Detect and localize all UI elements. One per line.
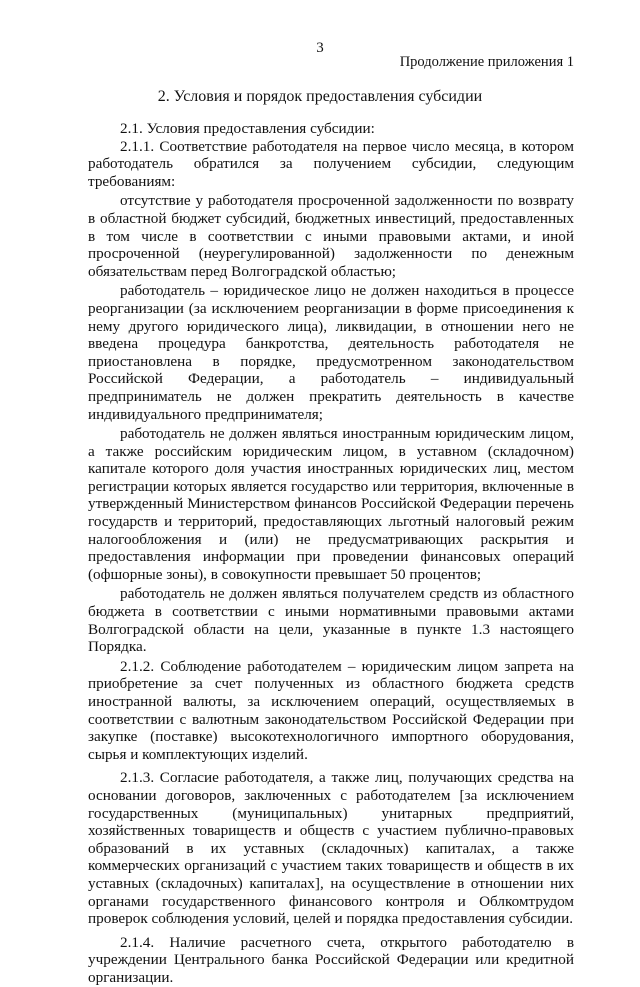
page-number: 3 — [316, 40, 324, 56]
paragraph-2-1: 2.1. Условия предоставления субсидии: — [120, 120, 375, 137]
requirement-no-reorganization: работодатель – юридическое лицо не должен находиться в процессе реорганизации (за исключением реорганизации в форме присоединения к нему другого юридического лица), ликвидации, в отношении него не введена процедура банкротства, деятельность работодателя не приостановлена в порядке, предусмотренном законодательством Российской Федерации, а работодатель – индивидуальный предприниматель не должен прекратить деятельность в качестве индивидуального предпринимателя; — [88, 282, 574, 423]
requirement-not-recipient: работодатель не должен являться получателем средств из областного бюджета в соответствии с иными нормативными правовыми актами Волгоградской области на цели, указанные в пункте 1.3 настоящего Порядка. — [88, 585, 574, 656]
paragraph-2-1-3: 2.1.3. Согласие работодателя, а также лиц, получающих средства на основании договоров, заключенных с работодателем [за исключением государственных (муниципальных) унитарных предприятий, хозяйственных товариществ и обществ с участием публично-правовых образований в их уставных (складочных) капиталах, а также коммерческих организаций с участием таких товариществ и обществ в их уставных (складочных) капиталах], на осуществление в отношении них органами государственного финансового контроля и Облкомтрудом проверок соблюдения условий, целей и порядка предоставления субсидии. — [88, 769, 574, 928]
requirement-not-foreign: работодатель не должен являться иностранным юридическим лицом, а также российским юридическим лицом, в уставном (складочном) капитале которого доля участия иностранных юридических лиц, местом регистрации которых является государство или территория, включенные в утвержденный Министерством финансов Российской Федерации перечень государств и территорий, предоставляющих льготный налоговый режим налогообложения и (или) не предусматривающих раскрытия и предоставления информации при проведении финансовых операций (офшорные зоны), в совокупности превышает 50 процентов; — [88, 425, 574, 583]
requirement-no-debt: отсутствие у работодателя просроченной задолженности по возврату в областной бюджет субсидий, бюджетных инвестиций, предоставленных в том числе в соответствии с иными правовыми актами, и иной просроченной (неурегулированной) задолженности по денежным обязательствам перед Волгоградской областью; — [88, 192, 574, 280]
paragraph-2-1-4: 2.1.4. Наличие расчетного счета, открытого работодателю в учреждении Центрального банка Российской Федерации или кредитной организации. — [88, 933, 574, 986]
section-title: 2. Условия и порядок предоставления субсидии — [157, 88, 483, 105]
document-body — [88, 120, 574, 987]
paragraph-2-1-1: 2.1.1. Соответствие работодателя на первое число месяца, в котором работодатель обратился за получением субсидии, следующим требованиям: — [88, 137, 574, 190]
annex-continuation-note: Продолжение приложения 1 — [399, 54, 574, 70]
paragraph-2-1-2: 2.1.2. Соблюдение работодателем – юридическим лицом запрета на приобретение за счет полученных из областного бюджета средств иностранной валюты, за исключением операций, осуществляемых в соответствии с валютным законодательством Российской Федерации при закупке (поставке) высокотехнологичного импортного оборудования, сырья и комплектующих изделий. — [88, 657, 574, 763]
